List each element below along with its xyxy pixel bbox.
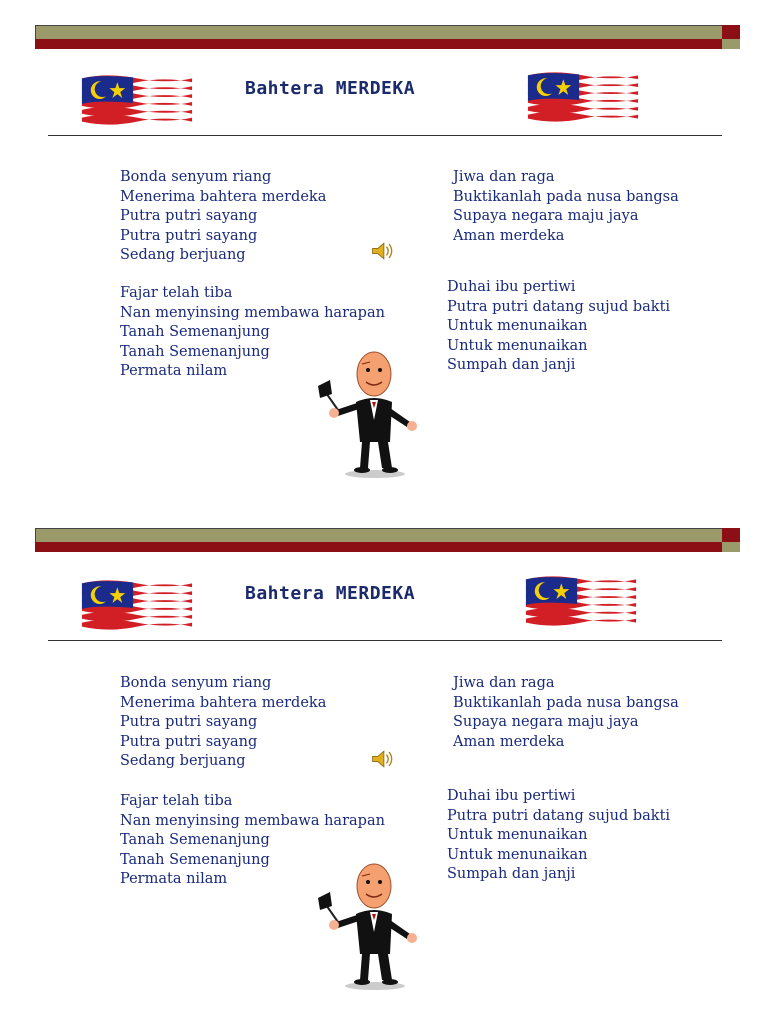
- lyric-line: Fajar telah tiba: [120, 285, 233, 301]
- lyric-line: Duhai ibu pertiwi: [447, 279, 576, 295]
- lyric-line: Nan menyinsing membawa harapan: [120, 304, 385, 321]
- lyric-line: Fajar telah tiba: [120, 793, 233, 809]
- slide-1: [0, 25, 768, 530]
- lyric-line: Putra putri datang sujud bakti: [447, 807, 671, 824]
- malaysia-flag-icon: [522, 571, 640, 629]
- verse-1: [120, 674, 326, 772]
- header-bar-red: [35, 542, 740, 552]
- verse-3: [453, 168, 679, 246]
- lyric-line: Menerima bahtera merdeka: [120, 188, 327, 205]
- lyric-line: Tanah Semenanjung: [120, 832, 270, 848]
- slide-title: Bahtera MERDEKA: [245, 78, 416, 99]
- verse-4: [447, 278, 670, 376]
- lyric-line: Sumpah dan janji: [447, 866, 576, 882]
- verse-4: [447, 787, 670, 885]
- malaysia-flag-icon: [78, 575, 196, 633]
- lyric-line: Jiwa dan raga: [453, 675, 555, 691]
- header-corner-red: [722, 528, 740, 542]
- lyric-line: Tanah Semenanjung: [120, 343, 270, 360]
- verse-3: [453, 674, 679, 752]
- lyric-line: Putra putri sayang: [120, 227, 258, 244]
- lyric-line: Putra putri datang sujud bakti: [447, 298, 671, 315]
- lyric-line: Permata nilam: [120, 871, 228, 887]
- man-with-flag-icon: [312, 350, 432, 480]
- lyric-line: Tanah Semenanjung: [120, 324, 270, 340]
- man-with-flag-icon: [312, 862, 432, 992]
- lyric-line: Aman merdeka: [453, 733, 565, 750]
- lyric-line: Buktikanlah pada nusa bangsa: [453, 188, 679, 205]
- header-corner-red: [722, 25, 740, 39]
- lyric-line: Permata nilam: [120, 363, 228, 379]
- title-divider: [48, 135, 722, 136]
- lyric-line: Tanah Semenanjung: [120, 851, 270, 868]
- lyric-line: Nan menyinsing membawa harapan: [120, 812, 385, 829]
- header-corner-olive: [722, 39, 740, 49]
- header-corner-olive: [722, 542, 740, 552]
- malaysia-flag-icon: [524, 67, 642, 125]
- speaker-icon[interactable]: [370, 240, 396, 262]
- lyric-line: Sedang berjuang: [120, 247, 246, 263]
- lyric-line: Untuk menunaikan: [447, 318, 588, 334]
- header-bar-olive: [35, 25, 724, 40]
- speaker-icon[interactable]: [370, 748, 396, 770]
- lyric-line: Bonda senyum riang: [120, 675, 272, 691]
- lyric-line: Putra putri sayang: [120, 733, 258, 750]
- lyric-line: Untuk menunaikan: [447, 846, 588, 863]
- header-bar-olive: [35, 528, 724, 543]
- lyric-line: Putra putri sayang: [120, 714, 258, 730]
- lyric-line: Jiwa dan raga: [453, 169, 555, 185]
- lyric-line: Buktikanlah pada nusa bangsa: [453, 694, 679, 711]
- header-bar-red: [35, 39, 740, 49]
- lyric-line: Bonda senyum riang: [120, 169, 272, 185]
- lyric-line: Sedang berjuang: [120, 753, 246, 769]
- lyric-line: Duhai ibu pertiwi: [447, 788, 576, 804]
- title-divider: [48, 640, 722, 641]
- lyric-line: Supaya negara maju jaya: [453, 714, 639, 730]
- slide-title: Bahtera MERDEKA: [245, 583, 416, 604]
- verse-1: [120, 168, 326, 266]
- lyric-line: Supaya negara maju jaya: [453, 208, 639, 224]
- lyric-line: Putra putri sayang: [120, 208, 258, 224]
- lyric-line: Sumpah dan janji: [447, 357, 576, 373]
- malaysia-flag-icon: [78, 70, 196, 128]
- lyric-line: Untuk menunaikan: [447, 337, 588, 354]
- slide-2: [0, 528, 768, 1033]
- lyric-line: Aman merdeka: [453, 227, 565, 244]
- lyric-line: Untuk menunaikan: [447, 827, 588, 843]
- lyric-line: Menerima bahtera merdeka: [120, 694, 327, 711]
